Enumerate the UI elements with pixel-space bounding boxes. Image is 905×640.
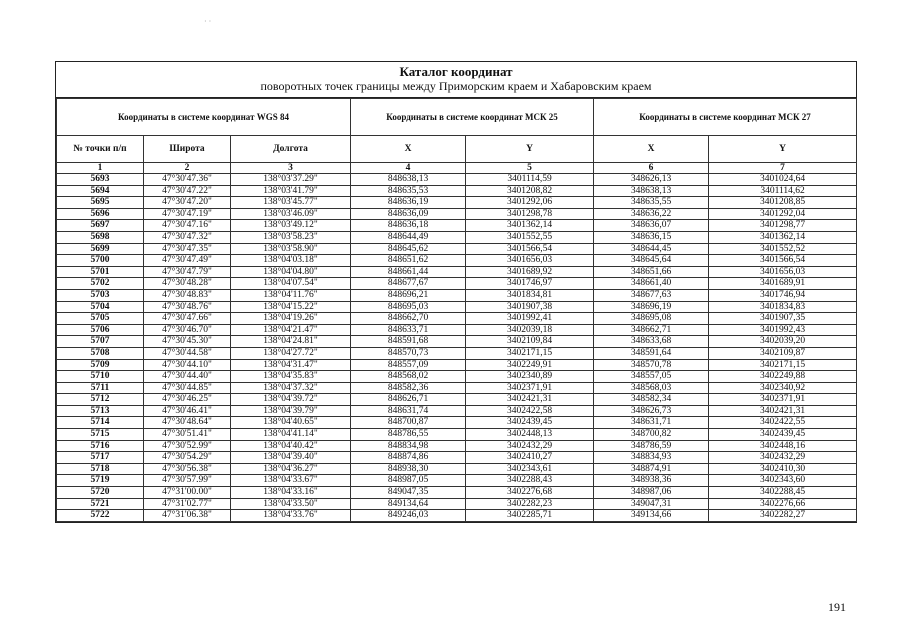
table-row [57, 278, 857, 290]
cell-x-msk27: 348591,64 [594, 347, 709, 359]
cell-x-msk25: 848700,87 [351, 417, 466, 429]
cell-x-msk27: 348631,71 [594, 417, 709, 429]
cell-longitude: 138°03'45.77" [231, 197, 351, 209]
cell-point-number: 5696 [57, 208, 144, 220]
cell-longitude: 138°04'07.54" [231, 278, 351, 290]
cell-x-msk27: 348626,73 [594, 405, 709, 417]
cell-x-msk25: 848582,36 [351, 382, 466, 394]
cell-longitude: 138°03'58.90" [231, 243, 351, 255]
cell-point-number: 5702 [57, 278, 144, 290]
cell-point-number: 5697 [57, 220, 144, 232]
table-row [57, 174, 857, 186]
cell-point-number: 5693 [57, 174, 144, 186]
cell-y-msk27: 3401298,77 [709, 220, 857, 232]
cell-x-msk27: 348636,15 [594, 231, 709, 243]
scan-mark: · · [204, 17, 212, 26]
cell-x-msk27: 348695,08 [594, 313, 709, 325]
cell-x-msk27: 348651,66 [594, 266, 709, 278]
cell-y-msk27: 3401834,83 [709, 301, 857, 313]
table-row [57, 289, 857, 301]
table-row [57, 440, 857, 452]
cell-y-msk25: 3402422,58 [466, 405, 594, 417]
cell-x-msk27: 348700,82 [594, 429, 709, 441]
cell-y-msk27: 3402282,27 [709, 510, 857, 522]
cell-latitude: 47°30'48.28" [144, 278, 231, 290]
cell-longitude: 138°03'49.12" [231, 220, 351, 232]
cell-latitude: 47°30'48.83" [144, 289, 231, 301]
table-row [57, 382, 857, 394]
header-msk25: Координаты в системе координат МСК 25 [351, 99, 594, 136]
cell-latitude: 47°30'46.25" [144, 394, 231, 406]
cell-point-number: 5699 [57, 243, 144, 255]
cell-point-number: 5708 [57, 347, 144, 359]
cell-y-msk27: 3401208,85 [709, 197, 857, 209]
table-row [57, 347, 857, 359]
table-row [57, 255, 857, 267]
cell-latitude: 47°30'44.58" [144, 347, 231, 359]
cell-x-msk27: 348636,07 [594, 220, 709, 232]
column-number: 1 [57, 163, 144, 174]
cell-longitude: 138°04'33.16" [231, 487, 351, 499]
cell-x-msk25: 849047,35 [351, 487, 466, 499]
cell-latitude: 47°30'44.85" [144, 382, 231, 394]
cell-x-msk27: 348633,68 [594, 336, 709, 348]
cell-x-msk25: 848834,98 [351, 440, 466, 452]
cell-longitude: 138°04'21.47" [231, 324, 351, 336]
table-row [57, 324, 857, 336]
cell-latitude: 47°30'47.20" [144, 197, 231, 209]
table-row [57, 313, 857, 325]
cell-point-number: 5712 [57, 394, 144, 406]
cell-longitude: 138°04'27.72" [231, 347, 351, 359]
cell-point-number: 5710 [57, 371, 144, 383]
cell-y-msk27: 3402039,20 [709, 336, 857, 348]
cell-latitude: 47°30'47.22" [144, 185, 231, 197]
cell-y-msk27: 3401024,64 [709, 174, 857, 186]
cell-latitude: 47°30'52.99" [144, 440, 231, 452]
cell-longitude: 138°04'39.72" [231, 394, 351, 406]
cell-point-number: 5703 [57, 289, 144, 301]
cell-x-msk27: 348570,78 [594, 359, 709, 371]
cell-x-msk25: 849246,03 [351, 510, 466, 522]
cell-latitude: 47°30'51.41" [144, 429, 231, 441]
cell-point-number: 5700 [57, 255, 144, 267]
table-row [57, 371, 857, 383]
cell-x-msk25: 848636,09 [351, 208, 466, 220]
table-row [57, 220, 857, 232]
cell-x-msk27: 348635,55 [594, 197, 709, 209]
cell-point-number: 5719 [57, 475, 144, 487]
cell-point-number: 5694 [57, 185, 144, 197]
header-point-no: № точки п/п [57, 136, 144, 163]
cell-latitude: 47°30'44.10" [144, 359, 231, 371]
cell-latitude: 47°30'57.99" [144, 475, 231, 487]
cell-latitude: 47°30'48.76" [144, 301, 231, 313]
cell-x-msk27: 348644,45 [594, 243, 709, 255]
catalog-title: Каталог координат [399, 64, 513, 79]
cell-latitude: 47°30'46.70" [144, 324, 231, 336]
cell-y-msk27: 3401292,04 [709, 208, 857, 220]
cell-latitude: 47°30'47.66" [144, 313, 231, 325]
table-row [57, 394, 857, 406]
table-row [57, 463, 857, 475]
page-number: 191 [828, 600, 846, 614]
cell-point-number: 5706 [57, 324, 144, 336]
cell-y-msk25: 3402039,18 [466, 324, 594, 336]
cell-latitude: 47°30'47.36" [144, 174, 231, 186]
cell-x-msk27: 348834,93 [594, 452, 709, 464]
cell-latitude: 47°30'47.32" [144, 231, 231, 243]
cell-x-msk27: 348636,22 [594, 208, 709, 220]
cell-longitude: 138°04'40.65" [231, 417, 351, 429]
cell-latitude: 47°31'02.77" [144, 498, 231, 510]
header-group-row [57, 99, 857, 136]
cell-point-number: 5695 [57, 197, 144, 209]
cell-longitude: 138°04'33.50" [231, 498, 351, 510]
cell-latitude: 47°31'06.38" [144, 510, 231, 522]
cell-x-msk27: 348662,71 [594, 324, 709, 336]
coordinate-table-body [57, 174, 857, 522]
cell-longitude: 138°03'37.29" [231, 174, 351, 186]
cell-y-msk25: 3402276,68 [466, 487, 594, 499]
cell-y-msk25: 3402439,45 [466, 417, 594, 429]
cell-y-msk27: 3401907,35 [709, 313, 857, 325]
cell-y-msk27: 3401566,54 [709, 255, 857, 267]
cell-latitude: 47°30'45.30" [144, 336, 231, 348]
cell-y-msk25: 3402448,13 [466, 429, 594, 441]
table-row [57, 208, 857, 220]
cell-x-msk27: 348696,19 [594, 301, 709, 313]
column-number-row [57, 163, 857, 174]
cell-longitude: 138°04'04.80" [231, 266, 351, 278]
cell-x-msk27: 348645,64 [594, 255, 709, 267]
column-number: 4 [351, 163, 466, 174]
coordinate-catalog-sheet [55, 61, 857, 523]
cell-longitude: 138°04'19.26" [231, 313, 351, 325]
cell-point-number: 5707 [57, 336, 144, 348]
cell-longitude: 138°04'41.14" [231, 429, 351, 441]
table-row [57, 231, 857, 243]
cell-latitude: 47°30'47.49" [144, 255, 231, 267]
cell-x-msk25: 848677,67 [351, 278, 466, 290]
cell-x-msk25: 848786,55 [351, 429, 466, 441]
cell-x-msk25: 848645,62 [351, 243, 466, 255]
cell-point-number: 5722 [57, 510, 144, 522]
cell-y-msk25: 3401114,59 [466, 174, 594, 186]
cell-y-msk27: 3402448,16 [709, 440, 857, 452]
cell-y-msk27: 3402343,60 [709, 475, 857, 487]
cell-point-number: 5715 [57, 429, 144, 441]
cell-point-number: 5698 [57, 231, 144, 243]
cell-y-msk25: 3401298,78 [466, 208, 594, 220]
cell-x-msk27: 348677,63 [594, 289, 709, 301]
cell-x-msk25: 848644,49 [351, 231, 466, 243]
table-row [57, 185, 857, 197]
cell-x-msk25: 848557,09 [351, 359, 466, 371]
table-row [57, 475, 857, 487]
cell-x-msk27: 348786,59 [594, 440, 709, 452]
cell-latitude: 47°30'56.38" [144, 463, 231, 475]
cell-y-msk27: 3402410,30 [709, 463, 857, 475]
cell-y-msk25: 3402421,31 [466, 394, 594, 406]
cell-x-msk25: 848636,19 [351, 197, 466, 209]
cell-x-msk25: 849134,64 [351, 498, 466, 510]
cell-x-msk25: 848874,86 [351, 452, 466, 464]
cell-longitude: 138°03'41.79" [231, 185, 351, 197]
cell-point-number: 5709 [57, 359, 144, 371]
cell-point-number: 5713 [57, 405, 144, 417]
header-x-msk25: X [351, 136, 466, 163]
cell-y-msk25: 3401907,38 [466, 301, 594, 313]
cell-y-msk25: 3401208,82 [466, 185, 594, 197]
cell-y-msk25: 3402340,89 [466, 371, 594, 383]
cell-longitude: 138°03'58.23" [231, 231, 351, 243]
cell-y-msk27: 3401746,94 [709, 289, 857, 301]
cell-latitude: 47°30'47.19" [144, 208, 231, 220]
column-number: 2 [144, 163, 231, 174]
cell-latitude: 47°30'47.35" [144, 243, 231, 255]
column-number: 6 [594, 163, 709, 174]
cell-longitude: 138°04'35.83" [231, 371, 351, 383]
column-number: 7 [709, 163, 857, 174]
table-row [57, 405, 857, 417]
table-row [57, 266, 857, 278]
cell-x-msk27: 348661,40 [594, 278, 709, 290]
cell-point-number: 5721 [57, 498, 144, 510]
cell-longitude: 138°03'46.09" [231, 208, 351, 220]
header-msk27: Координаты в системе координат МСК 27 [594, 99, 857, 136]
cell-y-msk27: 3401656,03 [709, 266, 857, 278]
cell-x-msk27: 348626,13 [594, 174, 709, 186]
cell-x-msk25: 848568,02 [351, 371, 466, 383]
cell-point-number: 5717 [57, 452, 144, 464]
cell-x-msk25: 848631,74 [351, 405, 466, 417]
cell-y-msk25: 3402343,61 [466, 463, 594, 475]
cell-x-msk25: 848570,73 [351, 347, 466, 359]
cell-y-msk25: 3401992,41 [466, 313, 594, 325]
header-y-msk27: Y [709, 136, 857, 163]
table-row [57, 301, 857, 313]
column-number: 5 [466, 163, 594, 174]
cell-y-msk25: 3402109,84 [466, 336, 594, 348]
cell-y-msk25: 3401689,92 [466, 266, 594, 278]
cell-x-msk25: 848626,71 [351, 394, 466, 406]
cell-longitude: 138°04'03.18" [231, 255, 351, 267]
cell-y-msk25: 3401292,06 [466, 197, 594, 209]
cell-latitude: 47°31'00.00" [144, 487, 231, 499]
cell-y-msk27: 3401689,91 [709, 278, 857, 290]
cell-point-number: 5720 [57, 487, 144, 499]
cell-x-msk27: 348568,03 [594, 382, 709, 394]
table-row [57, 243, 857, 255]
cell-y-msk27: 3401114,62 [709, 185, 857, 197]
cell-point-number: 5716 [57, 440, 144, 452]
cell-y-msk27: 3401552,52 [709, 243, 857, 255]
cell-longitude: 138°04'36.27" [231, 463, 351, 475]
cell-y-msk27: 3402249,88 [709, 371, 857, 383]
cell-point-number: 5718 [57, 463, 144, 475]
cell-longitude: 138°04'15.22" [231, 301, 351, 313]
cell-y-msk27: 3402171,15 [709, 359, 857, 371]
cell-y-msk25: 3401552,55 [466, 231, 594, 243]
cell-y-msk27: 3402421,31 [709, 405, 857, 417]
cell-longitude: 138°04'37.32" [231, 382, 351, 394]
cell-x-msk27: 348557,05 [594, 371, 709, 383]
table-row [57, 417, 857, 429]
cell-x-msk27: 348874,91 [594, 463, 709, 475]
cell-y-msk25: 3401362,14 [466, 220, 594, 232]
cell-point-number: 5705 [57, 313, 144, 325]
cell-longitude: 138°04'39.40" [231, 452, 351, 464]
cell-y-msk25: 3402371,91 [466, 382, 594, 394]
cell-x-msk27: 349134,66 [594, 510, 709, 522]
cell-x-msk25: 848696,21 [351, 289, 466, 301]
table-row [57, 197, 857, 209]
cell-latitude: 47°30'47.79" [144, 266, 231, 278]
cell-y-msk25: 3401566,54 [466, 243, 594, 255]
table-row [57, 336, 857, 348]
cell-latitude: 47°30'47.16" [144, 220, 231, 232]
cell-longitude: 138°04'33.76" [231, 510, 351, 522]
cell-x-msk25: 848661,44 [351, 266, 466, 278]
header-y-msk25: Y [466, 136, 594, 163]
column-number: 3 [231, 163, 351, 174]
catalog-subtitle: поворотных точек границы между Приморским краем и Хабаровским краем [260, 79, 652, 93]
cell-latitude: 47°30'48.64" [144, 417, 231, 429]
cell-y-msk27: 3401992,43 [709, 324, 857, 336]
cell-y-msk27: 3402432,29 [709, 452, 857, 464]
header-x-msk27: X [594, 136, 709, 163]
header-wgs84: Координаты в системе координат WGS 84 [57, 99, 351, 136]
cell-longitude: 138°04'39.79" [231, 405, 351, 417]
cell-latitude: 47°30'54.29" [144, 452, 231, 464]
cell-y-msk25: 3401656,03 [466, 255, 594, 267]
cell-point-number: 5711 [57, 382, 144, 394]
cell-y-msk27: 3402422,55 [709, 417, 857, 429]
table-row [57, 452, 857, 464]
cell-x-msk25: 848695,03 [351, 301, 466, 313]
catalog-title-block [56, 62, 856, 98]
cell-x-msk25: 848638,13 [351, 174, 466, 186]
cell-y-msk25: 3402432,29 [466, 440, 594, 452]
cell-x-msk25: 848591,68 [351, 336, 466, 348]
cell-y-msk27: 3402439,45 [709, 429, 857, 441]
cell-x-msk25: 848662,70 [351, 313, 466, 325]
cell-y-msk25: 3402249,91 [466, 359, 594, 371]
cell-longitude: 138°04'31.47" [231, 359, 351, 371]
cell-x-msk25: 848651,62 [351, 255, 466, 267]
cell-x-msk25: 848635,53 [351, 185, 466, 197]
cell-x-msk25: 848633,71 [351, 324, 466, 336]
cell-y-msk27: 3402371,91 [709, 394, 857, 406]
table-row [57, 429, 857, 441]
header-latitude: Широта [144, 136, 231, 163]
header-sub-row [57, 136, 857, 163]
cell-point-number: 5701 [57, 266, 144, 278]
cell-y-msk27: 3401362,14 [709, 231, 857, 243]
cell-y-msk25: 3402171,15 [466, 347, 594, 359]
table-row [57, 487, 857, 499]
cell-x-msk27: 348938,36 [594, 475, 709, 487]
table-row [57, 359, 857, 371]
cell-longitude: 138°04'11.76" [231, 289, 351, 301]
cell-point-number: 5714 [57, 417, 144, 429]
cell-latitude: 47°30'44.40" [144, 371, 231, 383]
cell-x-msk25: 848636,18 [351, 220, 466, 232]
cell-point-number: 5704 [57, 301, 144, 313]
cell-y-msk25: 3401746,97 [466, 278, 594, 290]
cell-y-msk27: 3402109,87 [709, 347, 857, 359]
header-longitude: Долгота [231, 136, 351, 163]
cell-y-msk27: 3402340,92 [709, 382, 857, 394]
cell-y-msk27: 3402276,66 [709, 498, 857, 510]
cell-latitude: 47°30'46.41" [144, 405, 231, 417]
cell-x-msk27: 348582,34 [594, 394, 709, 406]
table-row [57, 510, 857, 522]
cell-y-msk25: 3402282,23 [466, 498, 594, 510]
cell-x-msk27: 348638,13 [594, 185, 709, 197]
cell-y-msk27: 3402288,45 [709, 487, 857, 499]
cell-x-msk25: 848938,30 [351, 463, 466, 475]
cell-y-msk25: 3402285,71 [466, 510, 594, 522]
cell-longitude: 138°04'40.42" [231, 440, 351, 452]
cell-x-msk27: 349047,31 [594, 498, 709, 510]
cell-longitude: 138°04'33.67" [231, 475, 351, 487]
cell-x-msk25: 848987,05 [351, 475, 466, 487]
table-row [57, 498, 857, 510]
cell-x-msk27: 348987,06 [594, 487, 709, 499]
cell-y-msk25: 3402288,43 [466, 475, 594, 487]
coordinate-table [56, 98, 857, 522]
cell-longitude: 138°04'24.81" [231, 336, 351, 348]
cell-y-msk25: 3402410,27 [466, 452, 594, 464]
cell-y-msk25: 3401834,81 [466, 289, 594, 301]
